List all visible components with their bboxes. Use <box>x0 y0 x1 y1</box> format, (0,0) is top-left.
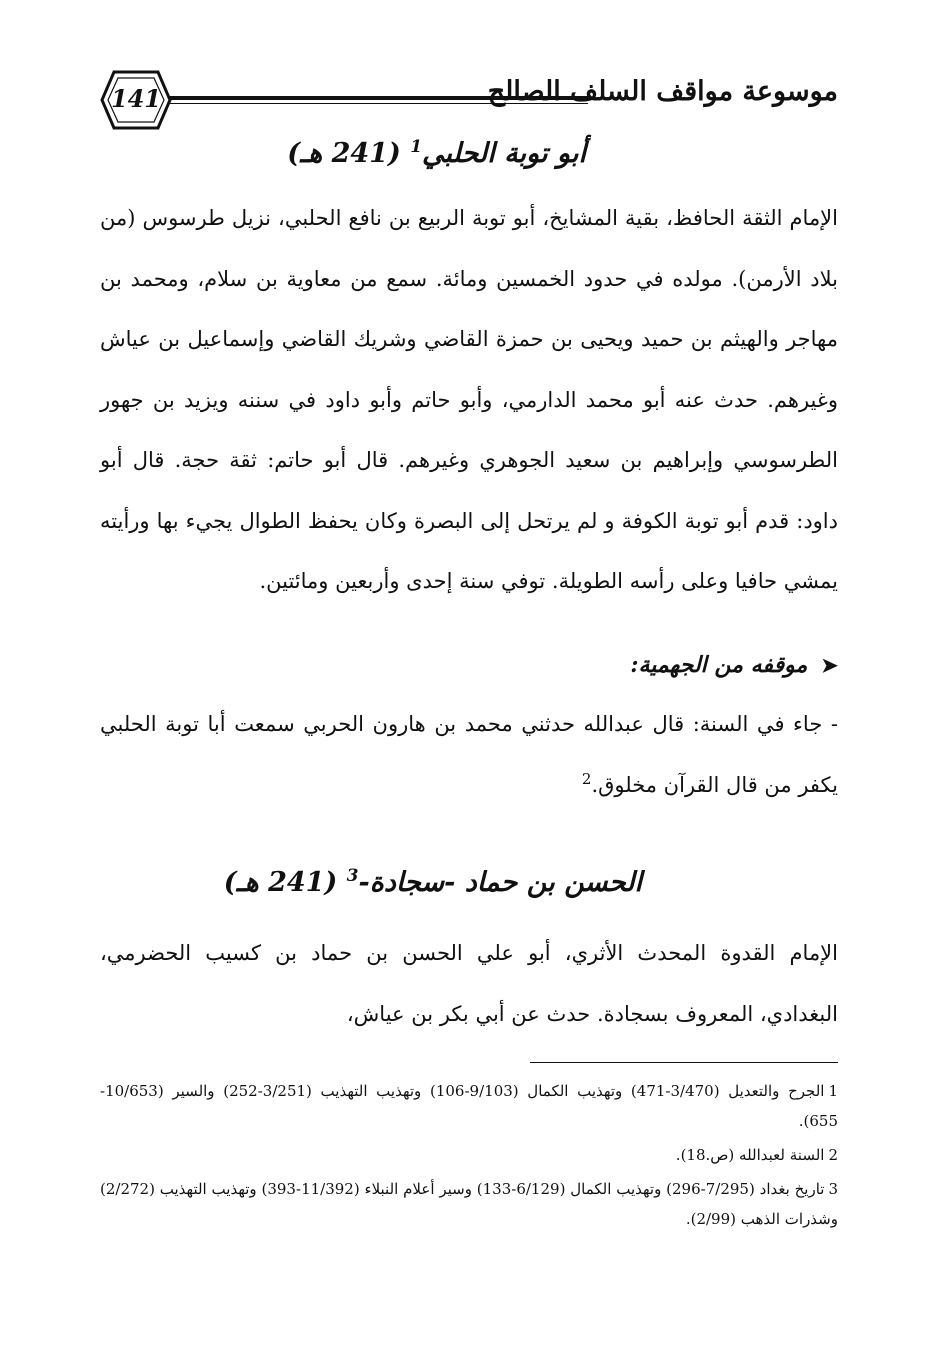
page-number-badge <box>100 70 172 130</box>
section-1-body: الإمام الثقة الحافظ، بقية المشايخ، أبو توبة الربيع بن نافع الحلبي، نزيل طرسوس (من بلاد الأرمن). مولده في حدود الخمسين ومائة. سمع من معاوية بن سلام، ومحمد بن مهاجر والهيثم بن حميد ويحيى بن حمزة القاضي وشريك القاضي وإسماعيل بن عياش وغيرهم. حدث عنه أبو محمد الدارمي، وأبو حاتم وأبو داود في سننه ويزيد بن جهور الطرسوسي وإبراهيم بن سعيد الجوهري وغيرهم. قال أبو حاتم: ثقة حجة. قال أبو داود: قدم أبو توبة الكوفة و لم يرتحل إلى البصرة وكان يحفظ الطوال يجيء بها ورأيته يمشي حافيا وعلى رأسه الطويلة. توفي سنة إحدى وأربعين ومائتين. <box>100 206 838 593</box>
section-title-1 <box>287 137 586 169</box>
quote-paragraph <box>100 694 838 815</box>
quote-text: - جاء في السنة: قال عبدالله حدثني محمد بن هارون الحربي سمعت أبا توبة الحلبي يكفر من قال القرآن مخلوق. <box>100 712 838 797</box>
footnote-3 <box>100 1174 838 1234</box>
footnote-text: الجرح والتعديل (3/470-471) وتهذيب الكمال (9/103-106) وتهذيب التهذيب (3/251-252) والسير (10/653-655). <box>100 1082 838 1130</box>
page-number: 141 <box>110 84 162 113</box>
section-2-body: الإمام القدوة المحدث الأثري، أبو علي الحسن بن حماد بن كسيب الحضرمي، البغدادي، المعروف بسجادة. حدث عن أبي بكر بن عياش، <box>100 941 838 1026</box>
subheading-text: موقفه من الجهمية: <box>630 652 808 678</box>
series-title: موسوعة مواقف السلف الصالح <box>487 76 838 107</box>
section-title-2-date: (241 هـ) <box>223 867 338 898</box>
footnotes <box>100 1076 838 1238</box>
footnote-number: 3 <box>828 1180 838 1198</box>
footnote-ref-3: 3 <box>346 866 359 886</box>
footnote-2 <box>100 1140 838 1170</box>
footnote-text: السنة لعبدالله (ص.18). <box>675 1146 825 1164</box>
page-header <box>100 70 838 130</box>
footnote-ref-2: 2 <box>581 769 592 788</box>
footnote-divider <box>530 1062 838 1063</box>
arrow-bullet-icon: ➤ <box>821 653 838 677</box>
footnote-1 <box>100 1076 838 1136</box>
footnote-number: 2 <box>828 1146 838 1164</box>
section-title-2 <box>224 866 642 898</box>
subheading-jahmiyya <box>630 652 838 678</box>
section-title-1-date: (241 هـ) <box>287 138 401 169</box>
footnote-ref-1: 1 <box>410 137 423 157</box>
footnote-number: 1 <box>828 1082 839 1100</box>
section-title-1-name: أبو توبة الحلبي <box>422 138 586 169</box>
section-title-2-name: الحسن بن حماد -سجادة- <box>358 867 642 898</box>
footnote-text: تاريخ بغداد (7/295-296) وتهذيب الكمال (6/129-133) وسير أعلام النبلاء (11/392-393) وتهذيب التهذيب (2/272) وشذرات الذهب (2/99). <box>100 1180 838 1228</box>
